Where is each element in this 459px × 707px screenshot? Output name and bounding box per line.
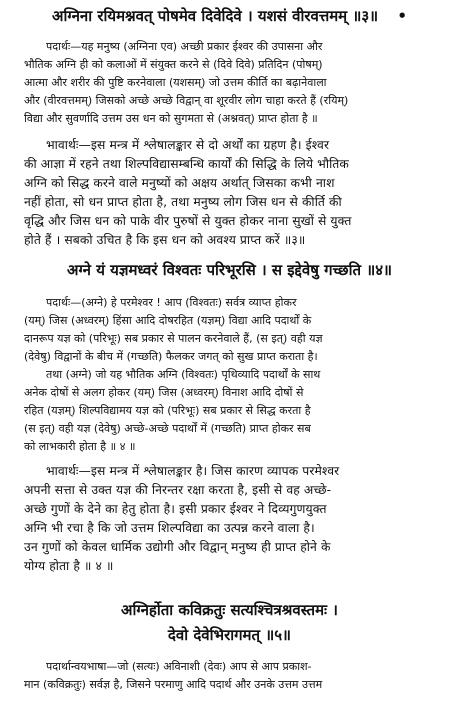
text-line: (यम्) जिस (अध्वरम्) हिंसा आदि दोषरहित (यज्ञम्) विद्या आदि पदार्थों के: [24, 314, 312, 327]
text-line: अनेक दोषों से अलग होकर (यम्) जिस (अध्वरम्) विनाश आदि दोषों से: [24, 386, 304, 399]
padartha-paragraph-5: [24, 658, 444, 694]
text-line: भौतिक अग्नि ही को कलाओं में संयुक्त करने से (दिवे दिवे) प्रतिदिन (पोषम्): [24, 58, 323, 71]
text-line: भावार्थः—इस मन्त्र में श्लेषालङ्कार से दो अर्थों का ग्रहण है। ईश्वर: [46, 138, 330, 152]
mantra-5-line-1: [0, 600, 459, 620]
text-line: अग्नि भी रचा है कि जो उत्तम शिल्पविद्या का उत्पन्न करने वाला है।: [24, 521, 315, 535]
mantra-3: [0, 6, 459, 26]
text-line: पदार्थः—(अग्ने) हे परमेश्वर ! आप (विश्वतः) सर्वत्र व्याप्त होकर: [46, 296, 297, 309]
text-line: पदार्थान्वयभाषा—जो (सत्यः) अविनाशी (देवः) आप से आप प्रकाश-: [46, 660, 312, 673]
text-line: विद्या और सुवर्णादि उत्तम उस धन को सुगमता से (अश्नवत्) प्राप्त होता है ॥: [24, 112, 318, 125]
text-line: को लाभकारी होता है ॥ ४ ॥: [24, 440, 136, 453]
padartha-paragraph-4: [24, 294, 444, 456]
text-line: मान (कविक्रतुः) सर्वज्ञ है, जिसने परमाणु आदि पदार्थ और उनके उत्तम उत्तम: [24, 678, 323, 691]
text-line: दानरूप यज्ञ को (परिभूः) सब प्रकार से पालन करनेवाले हैं, (स इत्) वही यज्ञ: [24, 332, 323, 345]
text-line: और (वीरवत्तमम्) जिसको अच्छे अच्छे विद्वान् वा शूरवीर लोग चाहा करते हैं (रयिम्): [24, 94, 349, 107]
text-line: अच्छे गुणों के देने का हेतु होता है। इसी प्रकार ईश्वर ने दिव्यगुणयुक्त: [24, 502, 327, 516]
mantra-3-text: अग्निना रयिमश्नवत् पोषमेव दिवेदिवे । यशसं वीरवत्तमम् ॥३॥: [52, 7, 379, 25]
mantra-5-line-1-text: अग्निर्होता कविक्रतुः सत्यश्चित्रश्रवस्तमः ।: [121, 601, 338, 619]
text-line: तथा (अग्ने) जो यह भौतिक अग्नि (विश्वतः) पृथिव्यादि पदार्थों के साथ: [46, 368, 321, 381]
text-line: होते हैं । सबको उचित है कि इस धन को अवश्य प्राप्त करें ॥३॥: [24, 233, 306, 247]
text-line: भावार्थः—इस मन्त्र में श्लेषालङ्कार है। जिस कारण व्यापक परमेश्वर: [46, 464, 340, 478]
mantra-5-line-2: [0, 625, 459, 645]
text-line: उन गुणों को केवल धार्मिक उद्योगी और विद्वान् मनुष्य ही प्राप्त होने के: [24, 540, 331, 554]
text-line: (देवेषु) विद्वानों के बीच में (गच्छति) फैलकर जगत् को सुख प्राप्त कराता है।: [24, 350, 318, 363]
text-line: अग्नि को सिद्ध करने वाले मनुष्यों को अक्षय अर्थात् जिसका कभी नाश: [24, 176, 335, 190]
bhavartha-paragraph-4: [24, 462, 444, 576]
padartha-paragraph-3: [24, 38, 444, 128]
mantra-4-text: अग्ने यं यज्ञमध्वरं विश्वतः परिभूरसि । स इद्देवेषु गच्छति ॥४॥: [66, 261, 392, 279]
text-line: अपनी सत्ता से उक्त यज्ञ की निरन्तर रक्षा करता है, इसी से वह अच्छे-: [24, 483, 332, 497]
text-line: रहित (यज्ञम्) शिल्पविद्यामय यज्ञ को (परिभूः) सब प्रकार से सिद्ध करता है: [24, 404, 311, 417]
text-line: आत्मा और शरीर की पुष्टि करनेवाला (यशसम्) जो उत्तम कीर्ति का बढ़ानेवाला: [24, 76, 327, 89]
bhavartha-paragraph-3: [24, 136, 444, 250]
mantra-3-mark: •: [397, 7, 407, 25]
text-line: योग्य होता है ॥ ४ ॥: [24, 559, 114, 573]
text-line: वृद्धि और जिस धन को पाके वीर पुरुषों से युक्त होकर नाना सुखों से युक्त: [24, 214, 352, 228]
text-line: नहीं होता, सो धन प्राप्त होता है, तथा मनुष्य लोग जिस धन से कीर्ति की: [24, 195, 342, 209]
text-line: की आज्ञा में रहने तथा शिल्पविद्यासम्बन्धि कार्यों की सिद्धि के लिये भौतिक: [24, 157, 349, 171]
mantra-5-line-2-text: देवो देवेभिरागमत् ॥५॥: [167, 626, 292, 644]
text-line: (स इत्) वही यज्ञ (देवेषु) अच्छे-अच्छे पदार्थों में (गच्छति) प्राप्त होकर सब: [24, 422, 311, 435]
mantra-4: [0, 260, 459, 280]
text-line: पदार्थः—यह मनुष्य (अग्निना एव) अच्छी प्रकार ईश्वर की उपासना और: [46, 40, 323, 53]
